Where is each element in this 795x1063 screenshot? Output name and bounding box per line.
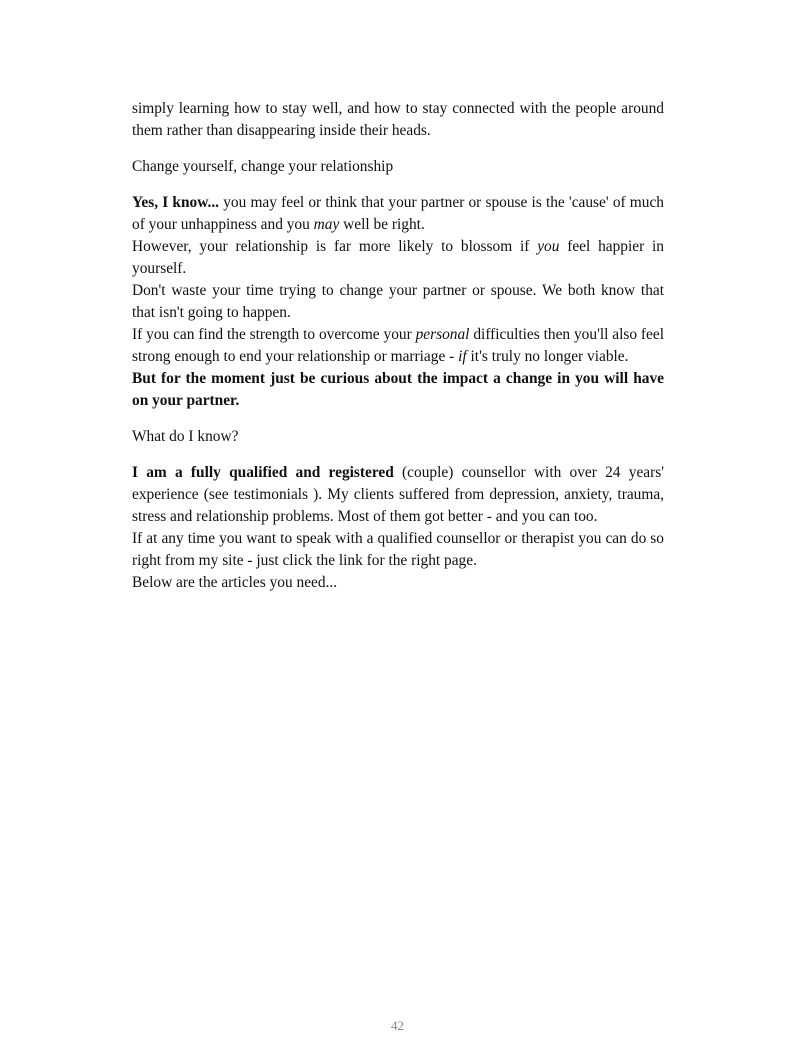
page-body	[132, 98, 664, 594]
body-text: feel happier in yourself.	[132, 238, 664, 277]
intro-paragraph: simply learning how to stay well, and how to stay connected with the people around them rather than disappearing inside their heads.	[132, 100, 664, 139]
paragraph-qualified	[132, 462, 664, 528]
body-text: (couple) counsellor with over 24 years' experience (see testimonials ). My clients suffered from depression, anxiety, trauma, stress and relationship problems. Most of them got better - and you can too.	[132, 464, 664, 525]
body-text: However, your relationship is far more likely to blossom if	[132, 238, 538, 255]
paragraph-articles: Below are the articles you need...	[132, 574, 338, 591]
body-text: If you can find the strength to overcome your	[132, 326, 416, 343]
lead-text: Yes, I know...	[132, 194, 220, 211]
emphasis-text: if	[458, 348, 467, 365]
paragraph-dont-waste: Don't waste your time trying to change your partner or spouse. We both know that that isn't going to happen.	[132, 282, 664, 321]
lead-text: I am a fully qualified and registered	[132, 464, 394, 481]
section-heading-what-do-i-know: What do I know?	[132, 428, 239, 445]
paragraph-curious-bold	[132, 368, 664, 412]
paragraph-yes-i-know	[132, 192, 664, 236]
emphasis-text: you	[537, 238, 560, 255]
body-text: difficulties then you'll also feel strong enough to end your relationship or marriage -	[132, 326, 664, 365]
body-text: it's truly no longer viable.	[466, 348, 629, 365]
emphasis-text: may	[313, 216, 340, 233]
paragraph-however	[132, 236, 664, 280]
section-heading-change-yourself: Change yourself, change your relationship	[132, 158, 394, 175]
body-text: well be right.	[339, 216, 425, 233]
paragraph-speak-counsellor: If at any time you want to speak with a qualified counsellor or therapist you can do so right from my site - just click the link for the right page.	[132, 530, 664, 569]
bold-text: But for the moment just be curious about the impact a change in you will have on your partner.	[132, 370, 664, 409]
page-number: 42	[391, 1018, 404, 1033]
body-text: you may feel or think that your partner or spouse is the 'cause' of much of your unhappiness and you	[132, 194, 664, 233]
paragraph-if-you-can	[132, 324, 664, 368]
emphasis-text: personal	[415, 326, 470, 343]
